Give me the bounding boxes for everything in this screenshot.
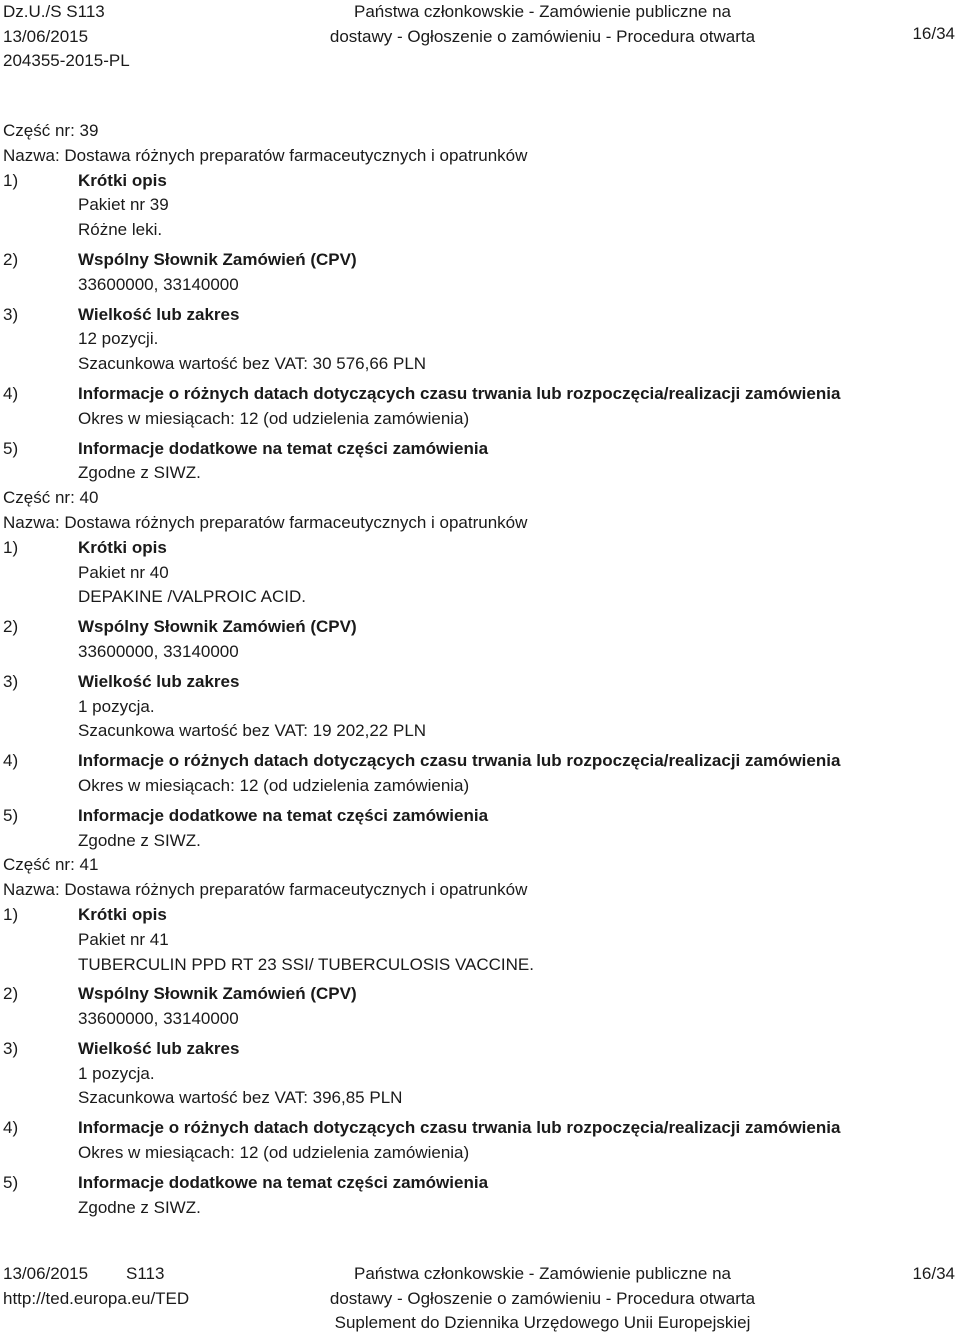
page-footer: [0, 1262, 960, 1334]
section-additional-info: [0, 804, 960, 829]
description-line: TUBERCULIN PPD RT 23 SSI/ TUBERCULOSIS VACCINE.: [78, 954, 534, 974]
part-name: Nazwa: Dostawa różnych preparatów farmaceutycznych i opatrunków: [3, 880, 528, 900]
section-title: Wielkość lub zakres: [78, 304, 240, 324]
section-number: 2): [3, 249, 19, 269]
header-title: [0, 0, 960, 49]
section-number: 1): [3, 170, 19, 190]
section-title: Krótki opis: [78, 537, 167, 557]
quantity: 12 pozycji.: [78, 329, 159, 349]
estimated-value: Szacunkowa wartość bez VAT: 19 202,22 PLN: [78, 721, 427, 741]
section-number: 4): [3, 751, 19, 771]
section-short-description: [0, 169, 960, 194]
notice-id: 204355-2015-PL: [3, 51, 130, 70]
part-39: [0, 119, 960, 486]
footer-date: 13/06/2015: [3, 1264, 89, 1283]
footer-supplement: Suplement do Dziennika Urzędowego Unii Europejskiej: [334, 1313, 751, 1332]
additional-info: Zgodne z SIWZ.: [78, 463, 201, 483]
section-title: Wielkość lub zakres: [78, 671, 240, 691]
section-title: Informacje dodatkowe na temat części zamówienia: [78, 805, 489, 825]
section-additional-info: [0, 437, 960, 462]
section-title: Krótki opis: [78, 170, 167, 190]
quantity: 1 pozycja.: [78, 1063, 155, 1083]
section-title: Wielkość lub zakres: [78, 1038, 240, 1058]
section-dates: [0, 749, 960, 774]
quantity: 1 pozycja.: [78, 696, 155, 716]
section-number: 5): [3, 805, 19, 825]
section-scope: [0, 303, 960, 328]
section-title: Wspólny Słownik Zamówień (CPV): [78, 984, 357, 1004]
section-number: 5): [3, 438, 19, 458]
footer-title-line-1: Państwa członkowskie - Zamówienie publiczne na: [353, 1264, 731, 1283]
section-title: Wspólny Słownik Zamówień (CPV): [78, 249, 357, 269]
section-title: Informacje o różnych datach dotyczących czasu trwania lub rozpoczęcia/realizacji zamówienia: [78, 751, 841, 771]
footer-title: [0, 1262, 960, 1336]
section-title: Informacje dodatkowe na temat części zamówienia: [78, 438, 489, 458]
duration: Okres w miesiącach: 12 (od udzielenia zamówienia): [78, 775, 470, 795]
part-40: [0, 486, 960, 853]
section-cpv: [0, 248, 960, 273]
description-line: DEPAKINE /VALPROIC ACID.: [78, 587, 306, 607]
duration: Okres w miesiącach: 12 (od udzielenia zamówienia): [78, 1143, 470, 1163]
page-header: [0, 0, 960, 70]
description-line: Pakiet nr 41: [78, 929, 169, 949]
part-number: Część nr: 39: [3, 121, 99, 140]
section-number: 5): [3, 1172, 19, 1192]
header-page-number: 16/34: [912, 24, 955, 43]
header-title-line-2: dostawy - Ogłoszenie o zamówieniu - Procedura otwarta: [329, 26, 756, 46]
header-title-line-1: Państwa członkowskie - Zamówienie publiczne na: [353, 2, 731, 21]
ted-link[interactable]: http://ted.europa.eu/TED: [3, 1288, 190, 1308]
section-dates: [0, 382, 960, 407]
section-number: 1): [3, 904, 19, 924]
footer-series: S113: [126, 1264, 165, 1283]
section-title: Informacje dodatkowe na temat części zamówienia: [78, 1172, 489, 1192]
section-number: 1): [3, 537, 19, 557]
part-name: Nazwa: Dostawa różnych preparatów farmaceutycznych i opatrunków: [3, 145, 528, 165]
section-additional-info: [0, 1171, 960, 1196]
section-number: 2): [3, 617, 19, 637]
section-short-description: [0, 903, 960, 928]
footer-title-line-2: dostawy - Ogłoszenie o zamówieniu - Procedura otwarta: [329, 1288, 756, 1308]
journal-ref: Dz.U./S S113: [3, 2, 105, 21]
section-title: Informacje o różnych datach dotyczących czasu trwania lub rozpoczęcia/realizacji zamówienia: [78, 383, 841, 403]
section-scope: [0, 670, 960, 695]
section-dates: [0, 1116, 960, 1141]
section-title: Informacje o różnych datach dotyczących czasu trwania lub rozpoczęcia/realizacji zamówienia: [78, 1118, 841, 1138]
section-cpv: [0, 982, 960, 1007]
section-number: 3): [3, 1038, 19, 1058]
section-number: 2): [3, 984, 19, 1004]
section-number: 4): [3, 383, 19, 403]
section-number: 3): [3, 304, 19, 324]
estimated-value: Szacunkowa wartość bez VAT: 30 576,66 PLN: [78, 354, 427, 374]
part-name: Nazwa: Dostawa różnych preparatów farmaceutycznych i opatrunków: [3, 512, 528, 532]
additional-info: Zgodne z SIWZ.: [78, 830, 201, 850]
section-title: Wspólny Słownik Zamówień (CPV): [78, 617, 357, 637]
document-body: [0, 119, 960, 1220]
additional-info: Zgodne z SIWZ.: [78, 1197, 201, 1217]
section-number: 4): [3, 1118, 19, 1138]
duration: Okres w miesiącach: 12 (od udzielenia zamówienia): [78, 408, 470, 428]
cpv-codes: 33600000, 33140000: [78, 1009, 239, 1029]
part-41: [0, 853, 960, 1220]
description-line: Pakiet nr 40: [78, 562, 169, 582]
section-scope: [0, 1037, 960, 1062]
section-title: Krótki opis: [78, 904, 167, 924]
estimated-value: Szacunkowa wartość bez VAT: 396,85 PLN: [78, 1088, 403, 1108]
part-number: Część nr: 41: [3, 855, 99, 875]
description-line: Pakiet nr 39: [78, 195, 169, 215]
section-number: 3): [3, 671, 19, 691]
cpv-codes: 33600000, 33140000: [78, 274, 239, 294]
footer-page-number: 16/34: [912, 1264, 955, 1283]
section-short-description: [0, 536, 960, 561]
cpv-codes: 33600000, 33140000: [78, 641, 239, 661]
section-cpv: [0, 615, 960, 640]
part-number: Część nr: 40: [3, 488, 99, 508]
publication-date: 13/06/2015: [3, 26, 89, 46]
description-line: Różne leki.: [78, 220, 163, 240]
